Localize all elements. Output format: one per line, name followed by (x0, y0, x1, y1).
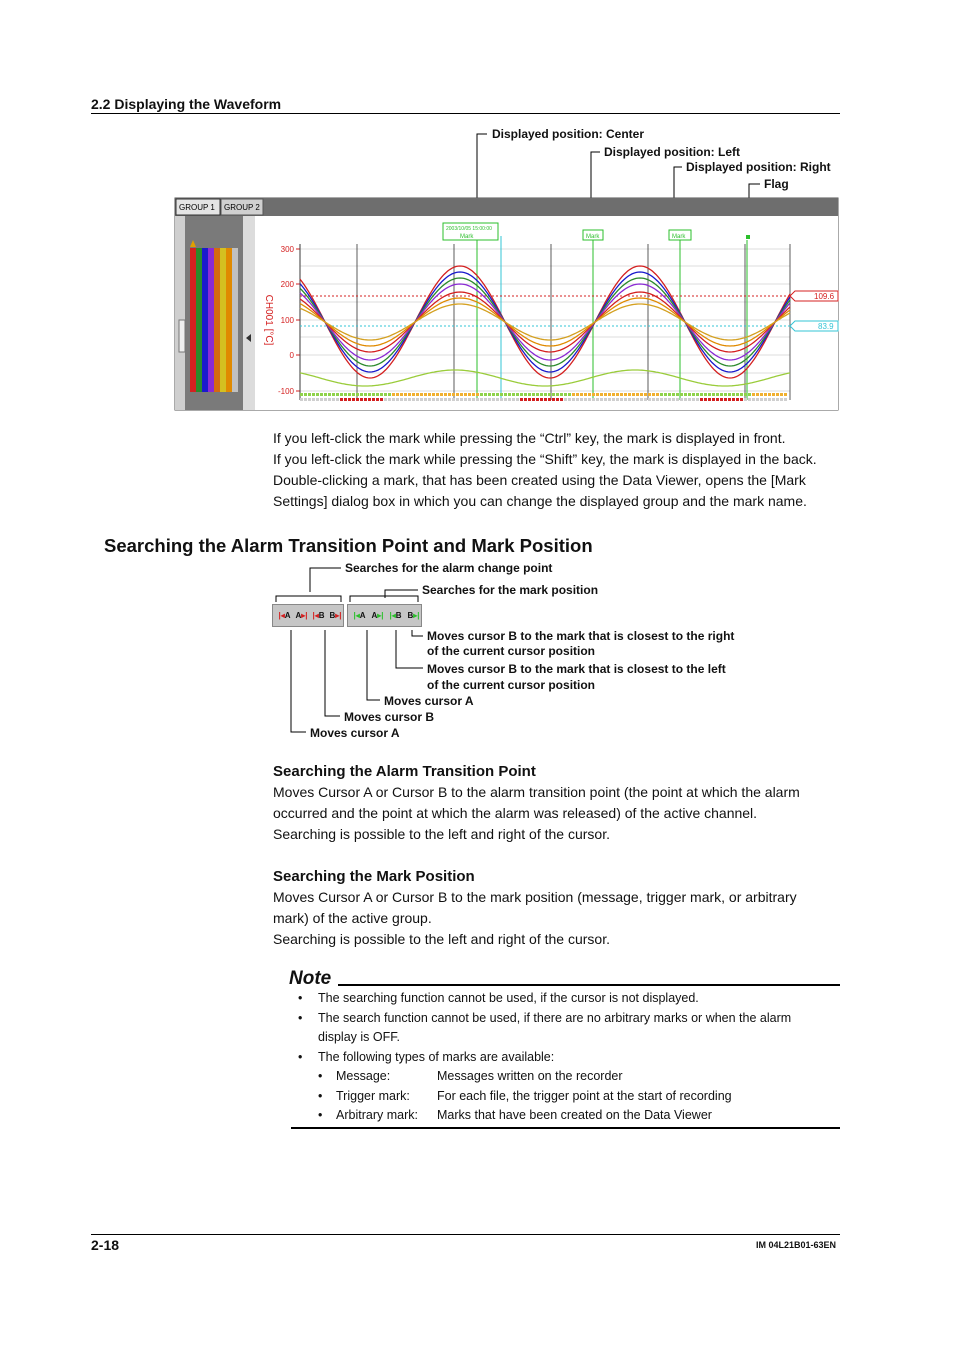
alarm-cell (752, 393, 755, 396)
alarm-cell (460, 398, 463, 401)
alarm-cell (352, 398, 355, 401)
alarm-cell (332, 393, 335, 396)
alarm-cell (692, 393, 695, 396)
alarm-cell (332, 398, 335, 401)
tab-group2: GROUP 2 (224, 203, 260, 212)
alarm-cell (760, 398, 763, 401)
alarm-cell (412, 398, 415, 401)
alarm-cell (652, 398, 655, 401)
alarm-cell (560, 393, 563, 396)
alarm-cell (308, 398, 311, 401)
alarm-cell (420, 393, 423, 396)
alarm-cell (696, 393, 699, 396)
alarm-cell (320, 398, 323, 401)
alarm-cell (300, 393, 303, 396)
alarm-cell (312, 398, 315, 401)
alarm-cell (380, 393, 383, 396)
alarm-cell (504, 398, 507, 401)
alarm-cell (484, 398, 487, 401)
alarm-cell (764, 393, 767, 396)
alarm-cell (560, 398, 563, 401)
alarm-cell (520, 393, 523, 396)
alarm-cell (616, 398, 619, 401)
alarm-cell (512, 398, 515, 401)
alarm-cell (644, 398, 647, 401)
alarm-cell (632, 393, 635, 396)
alarm-cell (388, 393, 391, 396)
alarm-cell (640, 393, 643, 396)
alarm-cell (664, 398, 667, 401)
alarm-cell (772, 393, 775, 396)
alarm-cell (456, 393, 459, 396)
alarm-cell (472, 393, 475, 396)
alarm-cell (472, 398, 475, 401)
y-axis-label: CH001 [°C] (263, 294, 274, 346)
svg-text:Mark: Mark (460, 234, 474, 240)
label-search-alarm: Searches for the alarm change point (345, 561, 553, 575)
alarm-cell (604, 393, 607, 396)
alarm-cell (660, 393, 663, 396)
alarm-cell (684, 393, 687, 396)
alarm-cell (516, 398, 519, 401)
alarm-cell (784, 393, 787, 396)
label-next-left-a: Moves cursor B to the mark that is closest to the left (427, 662, 726, 676)
alarm-cell (484, 393, 487, 396)
alarm-cell (372, 398, 375, 401)
alarm-cell (536, 393, 539, 396)
subsection-mark-body: Moves Cursor A or Cursor B to the mark position (message, trigger mark, or arbitrary mark) of the active group. Searching is possible to the left and right of the cursor. (273, 889, 797, 947)
alarm-cell (544, 393, 547, 396)
channel-bars (190, 248, 238, 392)
section-header: 2.2 Displaying the Waveform (91, 96, 282, 112)
alarm-cell (576, 398, 579, 401)
alarm-cell (400, 398, 403, 401)
alarm-cell (668, 398, 671, 401)
note-body: • The searching function cannot be used, if the cursor is not displayed. • The search function cannot be used, if there are no arbitrary marks or when the alarm display is OFF. • The following types of marks are available: • Message: Messages written on the recorder • Trigger mark: For each file, the trigger point at the start of recording • Arbitrary mark: Marks that have been created on the Data Viewer (298, 991, 792, 1122)
alarm-cell (404, 398, 407, 401)
alarm-cell (344, 393, 347, 396)
alarm-cell (360, 398, 363, 401)
alarm-cell (440, 393, 443, 396)
alarm-cell (544, 398, 547, 401)
note-top-rule (338, 984, 840, 986)
label-search-mark: Searches for the mark position (422, 583, 599, 597)
alarm-cell (716, 398, 719, 401)
alarm-cell (508, 398, 511, 401)
alarm-cell (452, 393, 455, 396)
alarm-cell (540, 393, 543, 396)
alarm-cell (316, 393, 319, 396)
y-tick-label: -100 (277, 387, 294, 396)
alarm-cell (312, 393, 315, 396)
mark-next-b-button[interactable]: B ▸| (407, 611, 420, 620)
alarm-cell (668, 393, 671, 396)
alarm-cell (676, 393, 679, 396)
alarm-cell (724, 398, 727, 401)
alarm-cell (564, 398, 567, 401)
alarm-cell (636, 398, 639, 401)
mark-prev-a-button[interactable]: |◂ A (353, 611, 366, 620)
alarm-cell (660, 398, 663, 401)
alarm-cell (324, 393, 327, 396)
alarm-cell (500, 393, 503, 396)
alarm-cell (524, 393, 527, 396)
alarm-cell (468, 398, 471, 401)
alarm-cell (776, 393, 779, 396)
alarm-cell (304, 398, 307, 401)
alarm-cell (368, 398, 371, 401)
alarm-cell (416, 393, 419, 396)
alarm-cell (532, 393, 535, 396)
label-next-left-b: of the current cursor position (427, 678, 596, 692)
alarm-cell (368, 393, 371, 396)
alarm-cell (528, 398, 531, 401)
alarm-cell (348, 398, 351, 401)
alarm-cell (392, 393, 395, 396)
label-next-right-a: Moves cursor B to the mark that is closest to the right (427, 629, 735, 643)
alarm-cell (336, 398, 339, 401)
subsection-alarm-body: Moves Cursor A or Cursor B to the alarm transition point (the point at which the alarm occurred and the point at which the alarm was released) of the active channel. Searching is possible to the left and right of the cursor. (273, 784, 800, 842)
value-box-2: 83.9 (818, 322, 834, 331)
alarm-cell (528, 393, 531, 396)
alarm-cell (600, 393, 603, 396)
alarm-cell (728, 393, 731, 396)
alarm-cell (680, 398, 683, 401)
alarm-cell (704, 393, 707, 396)
alarm-cell (428, 393, 431, 396)
alarm-cell (780, 398, 783, 401)
alarm-cell (444, 398, 447, 401)
alarm-cell (480, 393, 483, 396)
alarm-cell (480, 398, 483, 401)
alarm-cell (328, 393, 331, 396)
alarm-cell (680, 393, 683, 396)
note-bottom-rule (291, 1127, 840, 1129)
alarm-cell (496, 393, 499, 396)
alarm-cell (612, 393, 615, 396)
y-tick-label: 100 (280, 316, 294, 325)
alarm-cell (664, 393, 667, 396)
alarm-cell (784, 398, 787, 401)
alarm-cell (476, 393, 479, 396)
doc-id: IM 04L21B01-63EN (756, 1240, 837, 1250)
alarm-cell (724, 393, 727, 396)
alarm-cell (736, 398, 739, 401)
alarm-cell (628, 398, 631, 401)
alarm-cell (672, 398, 675, 401)
alarm-cell (648, 398, 651, 401)
alarm-next-a-button[interactable]: A ▸| (295, 611, 308, 620)
alarm-cell (324, 398, 327, 401)
alarm-cell (620, 398, 623, 401)
alarm-cell (704, 398, 707, 401)
flag-marker (746, 235, 750, 239)
alarm-cell (656, 398, 659, 401)
alarm-cell (448, 393, 451, 396)
alarm-cell (712, 393, 715, 396)
alarm-cell (388, 398, 391, 401)
alarm-cell (428, 398, 431, 401)
alarm-cell (772, 398, 775, 401)
alarm-cell (340, 398, 343, 401)
alarm-cell (728, 398, 731, 401)
alarm-cell (640, 398, 643, 401)
alarm-cell (620, 393, 623, 396)
alarm-cell (440, 398, 443, 401)
y-tick-label: 200 (280, 280, 294, 289)
alarm-cell (448, 398, 451, 401)
alarm-cell (364, 398, 367, 401)
alarm-cell (584, 398, 587, 401)
callout-center: Displayed position: Center (492, 127, 645, 141)
alarm-cell (732, 393, 735, 396)
alarm-cell (608, 393, 611, 396)
alarm-cell (760, 393, 763, 396)
alarm-cell (604, 398, 607, 401)
alarm-cell (316, 398, 319, 401)
alarm-cell (568, 393, 571, 396)
alarm-cell (540, 398, 543, 401)
alarm-cell (304, 393, 307, 396)
alarm-cell (456, 398, 459, 401)
alarm-cell (744, 398, 747, 401)
alarm-cell (592, 398, 595, 401)
alarm-cell (436, 393, 439, 396)
callout-left: Displayed position: Left (604, 145, 741, 159)
alarm-cell (624, 398, 627, 401)
alarm-cell (460, 393, 463, 396)
alarm-cell (452, 398, 455, 401)
note-title: Note (289, 968, 332, 989)
alarm-cell (552, 393, 555, 396)
alarm-cell (488, 398, 491, 401)
alarm-cell (576, 393, 579, 396)
alarm-cell (720, 393, 723, 396)
svg-text:Mark: Mark (672, 234, 686, 240)
y-tick-label: 300 (280, 245, 294, 254)
alarm-cell (656, 393, 659, 396)
alarm-cell (572, 398, 575, 401)
alarm-cell (748, 398, 751, 401)
alarm-cell (764, 398, 767, 401)
section-title-search: Searching the Alarm Transition Point and Mark Position (104, 535, 593, 556)
subsection-mark-title: Searching the Mark Position (273, 868, 475, 885)
alarm-cell (552, 398, 555, 401)
alarm-cell (404, 393, 407, 396)
alarm-cell (624, 393, 627, 396)
alarm-cell (688, 398, 691, 401)
alarm-cell (548, 393, 551, 396)
alarm-cell (516, 393, 519, 396)
alarm-cell (496, 398, 499, 401)
alarm-cell (648, 393, 651, 396)
alarm-cell (720, 398, 723, 401)
waveform-figure (0, 0, 954, 420)
paragraph-mark-ordering: If you left-click the mark while pressing the “Ctrl” key, the mark is displayed in front. If you left-click the mark while pressing the “Shift” key, the mark is displayed in the back. Double-clicking a mark, that has been created using the Data Viewer, opens the [Mark Settings] dialog box in which you can change the displayed group and the mark name. (273, 430, 817, 509)
tab-group1: GROUP 1 (179, 203, 215, 212)
alarm-cell (436, 398, 439, 401)
page-number: 2-18 (91, 1237, 120, 1253)
alarm-cell (700, 398, 703, 401)
alarm-cell (616, 393, 619, 396)
alarm-cell (644, 393, 647, 396)
alarm-cell (636, 393, 639, 396)
svg-text:2003/10/05 15:00:00: 2003/10/05 15:00:00 (446, 226, 492, 232)
alarm-cell (384, 393, 387, 396)
alarm-cell (580, 398, 583, 401)
alarm-prev-b-button[interactable]: |◂ B (312, 611, 325, 620)
label-next-right-b: of the current cursor position (427, 644, 596, 658)
alarm-cell (752, 398, 755, 401)
alarm-cell (328, 398, 331, 401)
alarm-cell (740, 398, 743, 401)
alarm-cell (520, 398, 523, 401)
mark-prev-b-button[interactable]: |◂ B (389, 611, 402, 620)
alarm-cell (432, 398, 435, 401)
alarm-cell (408, 398, 411, 401)
toolbar-leaders (0, 560, 954, 750)
alarm-cell (744, 393, 747, 396)
alarm-cell (776, 398, 779, 401)
label-moves-b: Moves cursor B (344, 710, 435, 724)
alarm-cell (376, 393, 379, 396)
alarm-cell (336, 393, 339, 396)
alarm-cell (492, 393, 495, 396)
alarm-cell (708, 398, 711, 401)
alarm-cell (348, 393, 351, 396)
alarm-cell (700, 393, 703, 396)
alarm-cell (500, 398, 503, 401)
alarm-cell (396, 398, 399, 401)
alarm-cell (356, 398, 359, 401)
alarm-cell (652, 393, 655, 396)
alarm-prev-a-button[interactable]: |◂ A (278, 611, 291, 620)
alarm-cell (756, 398, 759, 401)
alarm-cell (532, 398, 535, 401)
alarm-next-b-button[interactable]: B ▸| (329, 611, 342, 620)
alarm-cell (564, 393, 567, 396)
alarm-cell (740, 393, 743, 396)
alarm-cell (424, 393, 427, 396)
alarm-cell (556, 398, 559, 401)
alarm-cell (536, 398, 539, 401)
alarm-cell (488, 393, 491, 396)
alarm-cell (676, 398, 679, 401)
alarm-cell (416, 398, 419, 401)
alarm-cell (780, 393, 783, 396)
alarm-cell (672, 393, 675, 396)
alarm-cell (768, 398, 771, 401)
alarm-cell (464, 393, 467, 396)
label-moves-a-2: Moves cursor A (310, 726, 400, 740)
alarm-cell (608, 398, 611, 401)
alarm-cell (512, 393, 515, 396)
alarm-cell (396, 393, 399, 396)
callout-flag: Flag (764, 177, 789, 191)
alarm-cell (468, 393, 471, 396)
alarm-cell (756, 393, 759, 396)
alarm-cell (340, 393, 343, 396)
alarm-cell (548, 398, 551, 401)
value-box-1: 109.6 (814, 292, 835, 301)
alarm-cell (584, 393, 587, 396)
alarm-cell (356, 393, 359, 396)
alarm-cell (708, 393, 711, 396)
alarm-cell (492, 398, 495, 401)
subsection-alarm-title: Searching the Alarm Transition Point (273, 763, 536, 780)
alarm-cell (424, 398, 427, 401)
alarm-cell (352, 393, 355, 396)
alarm-cell (556, 393, 559, 396)
alarm-cell (748, 393, 751, 396)
mark-next-a-button[interactable]: A ▸| (371, 611, 384, 620)
alarm-cell (344, 398, 347, 401)
alarm-cell (432, 393, 435, 396)
alarm-cell (412, 393, 415, 396)
alarm-cell (716, 393, 719, 396)
callout-right: Displayed position: Right (686, 160, 831, 174)
alarm-cell (376, 398, 379, 401)
alarm-cell (592, 393, 595, 396)
alarm-cell (712, 398, 715, 401)
svg-text:Mark: Mark (586, 234, 600, 240)
alarm-cell (464, 398, 467, 401)
alarm-cell (408, 393, 411, 396)
alarm-cell (360, 393, 363, 396)
alarm-cell (400, 393, 403, 396)
alarm-cell (696, 398, 699, 401)
alarm-cell (420, 398, 423, 401)
alarm-cell (732, 398, 735, 401)
alarm-cell (380, 398, 383, 401)
alarm-cell (444, 393, 447, 396)
alarm-cell (384, 398, 387, 401)
alarm-cell (568, 398, 571, 401)
alarm-cell (320, 393, 323, 396)
alarm-cell (596, 393, 599, 396)
alarm-cell (692, 398, 695, 401)
alarm-cell (300, 398, 303, 401)
alarm-cell (524, 398, 527, 401)
alarm-cell (580, 393, 583, 396)
alarm-cell (600, 398, 603, 401)
alarm-cell (628, 393, 631, 396)
alarm-cell (308, 393, 311, 396)
alarm-cell (476, 398, 479, 401)
alarm-cell (596, 398, 599, 401)
footer-rule (91, 1234, 840, 1235)
alarm-cell (572, 393, 575, 396)
alarm-cell (588, 393, 591, 396)
alarm-cell (768, 393, 771, 396)
alarm-cell (588, 398, 591, 401)
alarm-cell (612, 398, 615, 401)
alarm-cell (372, 393, 375, 396)
alarm-cell (508, 393, 511, 396)
alarm-cell (632, 398, 635, 401)
alarm-cell (364, 393, 367, 396)
y-tick-label: 0 (289, 351, 294, 360)
alarm-cell (684, 398, 687, 401)
alarm-cell (736, 393, 739, 396)
alarm-cell (504, 393, 507, 396)
alarm-cell (688, 393, 691, 396)
label-moves-a-1: Moves cursor A (384, 694, 474, 708)
alarm-cell (392, 398, 395, 401)
